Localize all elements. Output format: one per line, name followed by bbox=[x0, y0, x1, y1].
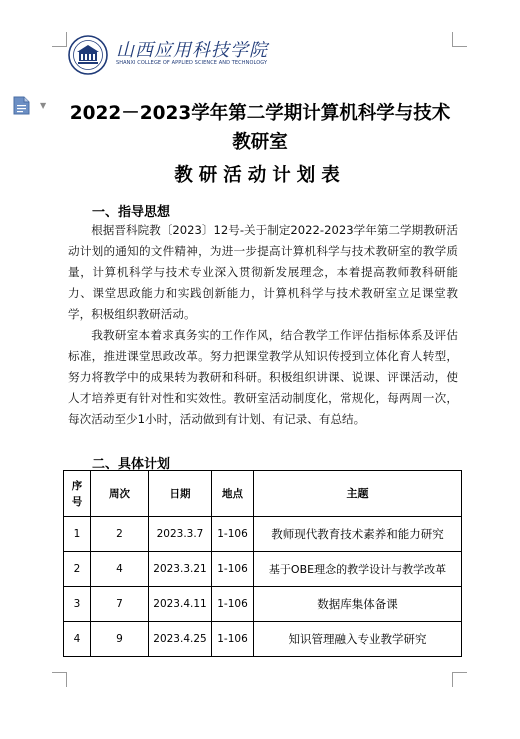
cell-index: 2 bbox=[64, 552, 91, 587]
seal-logo-icon bbox=[68, 35, 108, 75]
cell-topic: 知识管理融入专业教学研究 bbox=[254, 622, 462, 657]
cell-location: 1-106 bbox=[212, 552, 254, 587]
crop-mark-bottom-left bbox=[52, 672, 67, 687]
cell-topic: 基于OBE理念的教学设计与教学改革 bbox=[254, 552, 462, 587]
cell-location: 1-106 bbox=[212, 517, 254, 552]
header-location: 地点 bbox=[212, 471, 254, 517]
section-heading-specific-plan: 二、具体计划 bbox=[92, 457, 171, 472]
header-date: 日期 bbox=[149, 471, 212, 517]
crop-mark-top-right bbox=[452, 32, 467, 47]
cell-topic: 教师现代教育技术素养和能力研究 bbox=[254, 517, 462, 552]
cell-week: 4 bbox=[91, 552, 149, 587]
paragraph-guiding-ideology-1: 根据晋科院教〔2023〕12号-关于制定2022-2023学年第二学期教研活动计划的通知的文件精神，为进一步提高计算机科学与技术教研室的教学质量，计算机科学与技术专业深入贯彻新发展理念，本着提高教师教科研能力、课堂思政能力和实践创新能力，计算机科学与技术教研室立足课堂教学，积极组织教研活动。 bbox=[68, 223, 458, 321]
cell-week: 9 bbox=[91, 622, 149, 657]
activity-plan-table bbox=[63, 470, 462, 657]
cell-index: 4 bbox=[64, 622, 91, 657]
cell-date: 2023.4.25 bbox=[149, 622, 212, 657]
table-row bbox=[64, 552, 462, 587]
cell-date: 2023.3.21 bbox=[149, 552, 212, 587]
header-index: 序号 bbox=[64, 471, 91, 517]
crop-mark-bottom-right bbox=[452, 672, 467, 687]
cell-week: 7 bbox=[91, 587, 149, 622]
cell-week: 2 bbox=[91, 517, 149, 552]
doc-title-line2: 教研室 bbox=[232, 132, 288, 153]
caret-down-icon[interactable]: ▼ bbox=[40, 101, 47, 110]
table-row bbox=[64, 587, 462, 622]
cell-topic: 数据库集体备课 bbox=[254, 587, 462, 622]
header-topic: 主题 bbox=[254, 471, 462, 517]
crop-mark-top-left bbox=[52, 32, 67, 47]
paragraph-guiding-ideology-2: 我教研室本着求真务实的工作作风，结合教学工作评估指标体系及评估标准，推进课堂思政改革。努力把课堂教学从知识传授到立体化育人转型，努力将教学中的成果转为教研和科研。积极组织讲课、说课、评课活动，使人才培养更有针对性和实效性。教研室活动制度化，常规化，每两周一次，每次活动至少1小时，活动做到有计划、有记录、有总结。 bbox=[68, 328, 458, 426]
cell-location: 1-106 bbox=[212, 622, 254, 657]
college-logo bbox=[68, 35, 268, 77]
logo-english-name: SHANXI COLLEGE OF APPLIED SCIENCE AND TECHNOLOGY bbox=[116, 60, 268, 66]
logo-chinese-name: 山西应用科技学院 bbox=[116, 40, 268, 61]
cell-index: 1 bbox=[64, 517, 91, 552]
table-header-row bbox=[64, 471, 462, 517]
document-icon[interactable] bbox=[13, 96, 30, 115]
cell-date: 2023.3.7 bbox=[149, 517, 212, 552]
doc-title-line1: 2022－2023学年第二学期计算机科学与技术 bbox=[69, 103, 451, 124]
cell-location: 1-106 bbox=[212, 587, 254, 622]
header-week: 周次 bbox=[91, 471, 149, 517]
doc-title-line3: 教研活动计划表 bbox=[174, 165, 346, 186]
cell-index: 3 bbox=[64, 587, 91, 622]
section-heading-guiding-ideology: 一、指导思想 bbox=[92, 205, 171, 220]
table-row bbox=[64, 517, 462, 552]
table-row bbox=[64, 622, 462, 657]
cell-date: 2023.4.11 bbox=[149, 587, 212, 622]
